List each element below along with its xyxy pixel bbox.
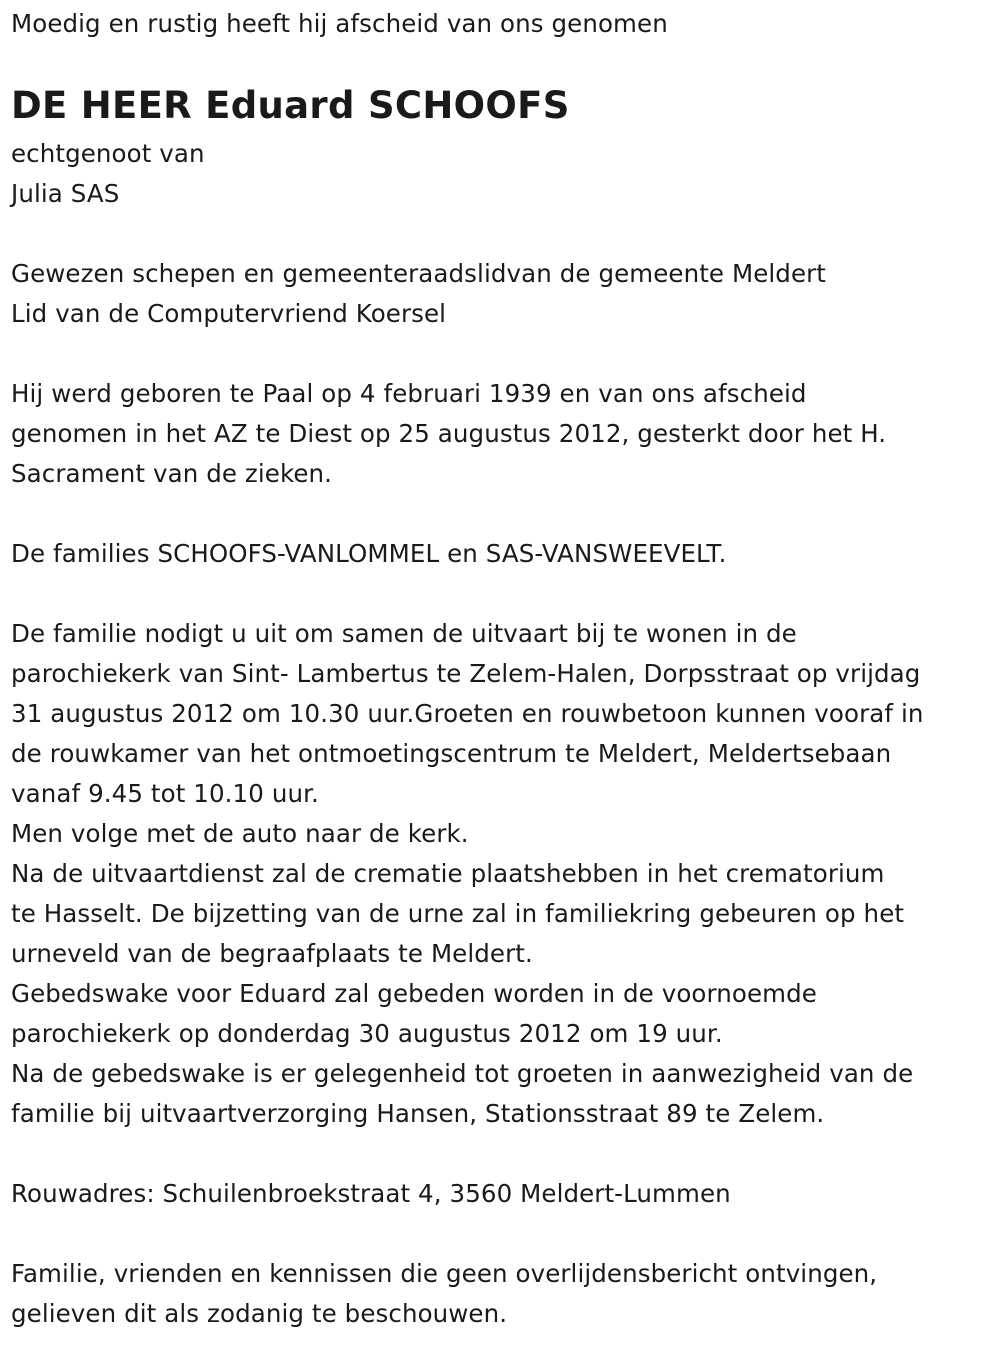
role-line-2: Lid van de Computervriend Koersel <box>11 299 447 328</box>
funeral-line-12: Na de gebedswake is er gelegenheid tot groeten in aanwezigheid van de <box>11 1059 914 1088</box>
funeral-line-10: Gebedswake voor Eduard zal gebeden worden in de voornoemde <box>11 979 817 1008</box>
birth-death-line-1: Hij werd geboren te Paal op 4 februari 1939 en van ons afscheid <box>11 379 807 408</box>
families-line: De families SCHOOFS-VANLOMMEL en SAS-VANSWEEVELT. <box>11 539 727 568</box>
funeral-line-4: de rouwkamer van het ontmoetingscentrum te Meldert, Meldertsebaan <box>11 739 892 768</box>
funeral-line-6: Men volge met de auto naar de kerk. <box>11 819 469 848</box>
spouse-line-2: Julia SAS <box>11 179 120 208</box>
deceased-name: DE HEER Eduard SCHOOFS <box>11 84 570 127</box>
funeral-line-1: De familie nodigt u uit om samen de uitvaart bij te wonen in de <box>11 619 797 648</box>
funeral-line-9: urneveld van de begraafplaats te Meldert. <box>11 939 533 968</box>
intro-line: Moedig en rustig heeft hij afscheid van ons genomen <box>11 9 668 38</box>
funeral-line-2: parochiekerk van Sint- Lambertus te Zelem-Halen, Dorpsstraat op vrijdag <box>11 659 921 688</box>
birth-death-line-2: genomen in het AZ te Diest op 25 augustus 2012, gesterkt door het H. <box>11 419 887 448</box>
funeral-line-7: Na de uitvaartdienst zal de crematie plaatshebben in het crematorium <box>11 859 885 888</box>
funeral-line-3: 31 augustus 2012 om 10.30 uur.Groeten en rouwbetoon kunnen vooraf in <box>11 699 924 728</box>
funeral-line-13: familie bij uitvaartverzorging Hansen, Stationsstraat 89 te Zelem. <box>11 1099 825 1128</box>
birth-death-line-3: Sacrament van de zieken. <box>11 459 333 488</box>
address-line: Rouwadres: Schuilenbroekstraat 4, 3560 Meldert-Lummen <box>11 1179 731 1208</box>
role-line-1: Gewezen schepen en gemeenteraadslidvan de gemeente Meldert <box>11 259 827 288</box>
funeral-line-11: parochiekerk op donderdag 30 augustus 2012 om 19 uur. <box>11 1019 723 1048</box>
spouse-line-1: echtgenoot van <box>11 139 205 168</box>
closing-line-1: Familie, vrienden en kennissen die geen overlijdensbericht ontvingen, <box>11 1259 878 1288</box>
funeral-line-5: vanaf 9.45 tot 10.10 uur. <box>11 779 319 808</box>
closing-line-2: gelieven dit als zodanig te beschouwen. <box>11 1299 508 1328</box>
funeral-line-8: te Hasselt. De bijzetting van de urne zal in familiekring gebeuren op het <box>11 899 905 928</box>
